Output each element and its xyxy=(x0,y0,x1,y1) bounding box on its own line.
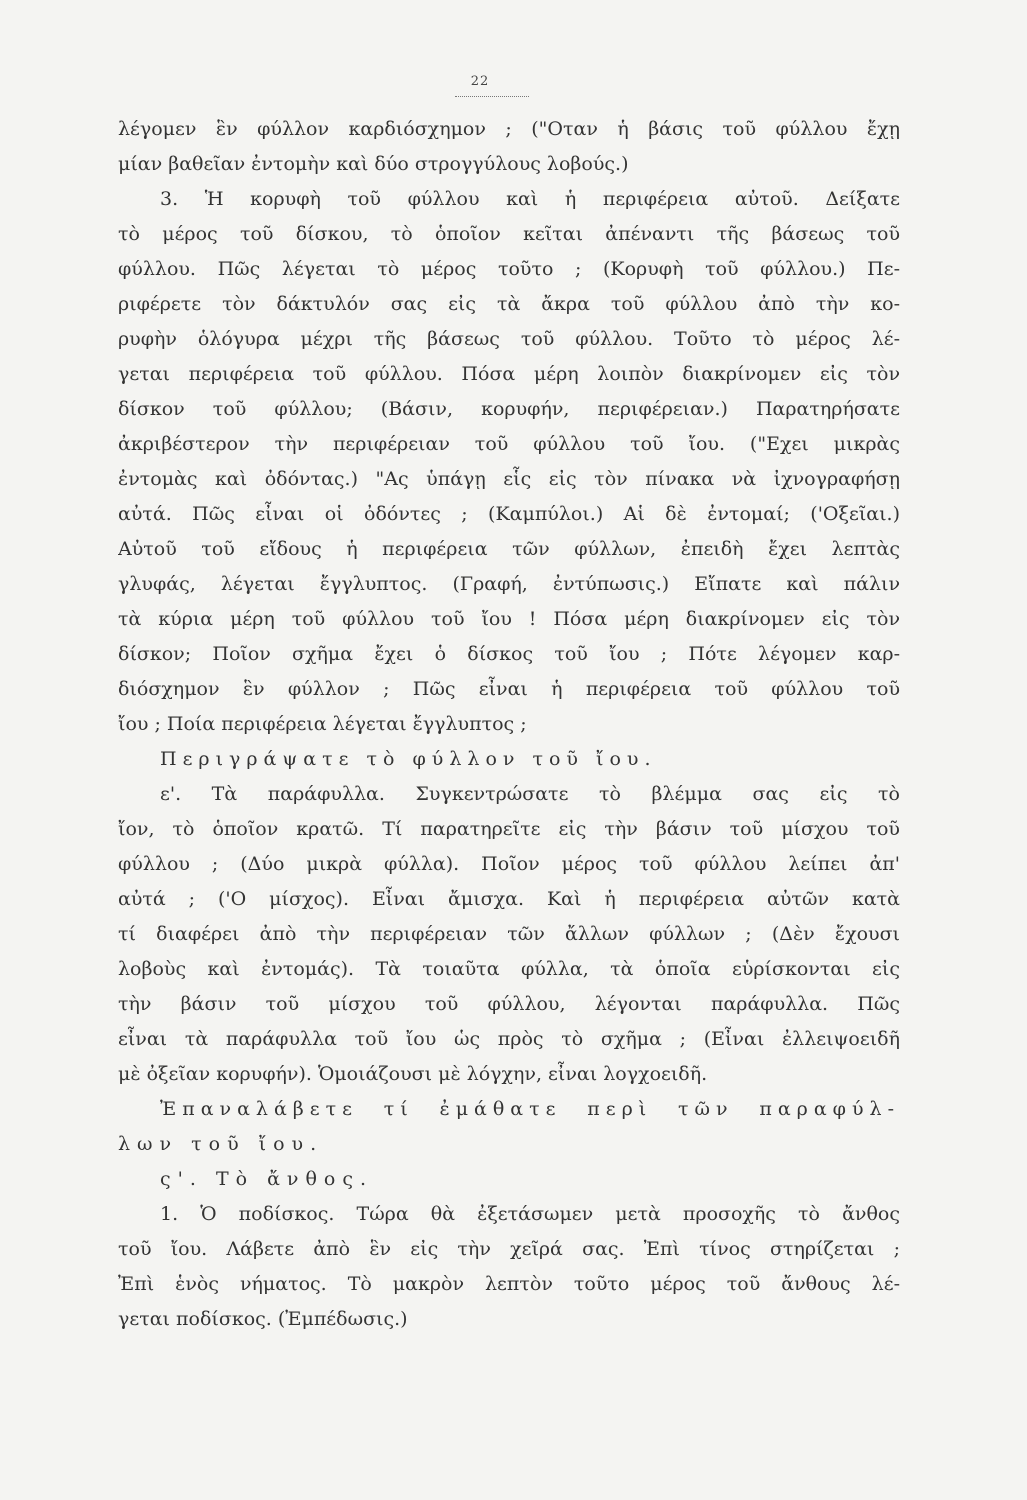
text-line: ἴον, τὸ ὁποῖον κρατῶ. Τί παρατηρεῖτε εἰς τὴν βάσιν τοῦ μίσχου τοῦ xyxy=(118,818,900,840)
text-line: αὐτά. Πῶς εἶναι οἱ ὀδόντες ; (Καμπύλοι.) Αἱ δὲ ἐντομαί; ('Οξεῖαι.) xyxy=(118,503,900,525)
text-line: μίαν βαθεῖαν ἐντομὴν καὶ δύο στρογγύλους λοβούς.) xyxy=(118,153,629,175)
text-line: λέγομεν ἓν φύλλον καρδιόσχημον ; ("Οταν ἡ βάσις τοῦ φύλλου ἔχῃ xyxy=(118,118,900,140)
text-line: Ἐπὶ ἑνὸς νήματος. Τὸ μακρὸν λεπτὸν τοῦτο μέρος τοῦ ἄνθους λέ- xyxy=(118,1273,900,1295)
section-heading-line: 1. Ὁ ποδίσκος. Τώρα θὰ ἐξετάσωμεν μετὰ προσοχῆς τὸ ἄνθος xyxy=(160,1203,900,1225)
text-line: γεται ποδίσκος. (Ἐμπέδωσις.) xyxy=(118,1308,408,1330)
text-line: τί διαφέρει ἀπὸ τὴν περιφέρειαν τῶν ἄλλων φύλλων ; (Δὲν ἔχουσι xyxy=(118,923,900,945)
page-number: 22 xyxy=(470,74,490,89)
text-line: γλυφάς, λέγεται ἔγγλυπτος. (Γραφή, ἐντύπωσις.) Εἴπατε καὶ πάλιν xyxy=(118,573,900,595)
text-line: διόσχημον ἓν φύλλον ; Πῶς εἶναι ἡ περιφέρεια τοῦ φύλλου τοῦ xyxy=(118,678,900,700)
text-line: φύλλου ; (Δύο μικρὰ φύλλα). Ποῖον μέρος τοῦ φύλλου λείπει ἀπ' xyxy=(118,853,900,875)
text-line: τοῦ ἴου. Λάβετε ἀπὸ ἓν εἰς τὴν χεῖρά σας. Ἐπὶ τίνος στηρίζεται ; xyxy=(118,1238,900,1260)
text-line: τὰ κύρια μέρη τοῦ φύλλου τοῦ ἴου ! Πόσα μέρη διακρίνομεν εἰς τὸν xyxy=(118,608,900,630)
text-line: δίσκον; Ποῖον σχῆμα ἔχει ὁ δίσκος τοῦ ἴου ; Πότε λέγομεν καρ- xyxy=(118,643,900,665)
text-line: λοβοὺς καὶ ἐντομάς). Τὰ τοιαῦτα φύλλα, τὰ ὁποῖα εὑρίσκονται εἰς xyxy=(118,958,900,980)
text-line: αὐτά ; ('Ο μίσχος). Εἶναι ἄμισχα. Καὶ ἡ περιφέρεια αὐτῶν κατὰ xyxy=(118,888,900,910)
text-line: γεται περιφέρεια τοῦ φύλλου. Πόσα μέρη λοιπὸν διακρίνομεν εἰς τὸν xyxy=(118,363,900,385)
text-line: μὲ ὀξεῖαν κορυφήν). Ὁμοιάζουσι μὲ λόγχην, εἶναι λογχοειδῆ. xyxy=(118,1063,708,1085)
exercise-line: Περιγράψατε τὸ φύλλον τοῦ ἴου. xyxy=(160,748,657,770)
text-line: δίσκον τοῦ φύλλου; (Βάσιν, κορυφήν, περιφέρειαν.) Παρατηρήσατε xyxy=(118,398,900,420)
text-line: ρυφὴν ὁλόγυρα μέχρι τῆς βάσεως τοῦ φύλλου. Τοῦτο τὸ μέρος λέ- xyxy=(118,328,900,350)
exercise-line: λων τοῦ ἴου. xyxy=(118,1133,324,1155)
text-line: εἶναι τὰ παράφυλλα τοῦ ἴου ὡς πρὸς τὸ σχῆμα ; (Εἶναι ἐλλειψοειδῆ xyxy=(118,1028,900,1050)
text-line: Αὐτοῦ τοῦ εἴδους ἡ περιφέρεια τῶν φύλλων, ἐπειδὴ ἔχει λεπτὰς xyxy=(118,538,900,560)
section-heading-line: ς'. Τὸ ἄνθος. xyxy=(160,1168,374,1190)
text-line: φύλλου. Πῶς λέγεται τὸ μέρος τοῦτο ; (Κορυφὴ τοῦ φύλλου.) Πε- xyxy=(118,258,900,280)
text-line: τὸ μέρος τοῦ δίσκου, τὸ ὁποῖον κεῖται ἀπέναντι τῆς βάσεως τοῦ xyxy=(118,223,900,245)
text-line: ἀκριβέστερον τὴν περιφέρειαν τοῦ φύλλου τοῦ ἴου. ("Εχει μικρὰς xyxy=(118,433,900,455)
text-line: τὴν βάσιν τοῦ μίσχου τοῦ φύλλου, λέγονται παράφυλλα. Πῶς xyxy=(118,993,900,1015)
section-heading-line: 3. Ἡ κορυφὴ τοῦ φύλλου καὶ ἡ περιφέρεια αὐτοῦ. Δείξατε xyxy=(160,188,900,210)
text-line: ἐντομὰς καὶ ὀδόντας.) "Ας ὑπάγῃ εἷς εἰς τὸν πίνακα νὰ ἰχνογραφήσῃ xyxy=(118,468,900,490)
page-number-rule xyxy=(455,96,529,97)
exercise-line: Ἐπαναλάβετε τί ἐμάθατε περὶ τῶν παραφύλ- xyxy=(160,1098,900,1120)
body-text xyxy=(118,112,900,1337)
section-heading-line: ε'. Τὰ παράφυλλα. Συγκεντρώσατε τὸ βλέμμα σας εἰς τὸ xyxy=(160,783,900,805)
text-line: ἴου ; Ποία περιφέρεια λέγεται ἔγγλυπτος ; xyxy=(118,713,527,735)
text-line: ριφέρετε τὸν δάκτυλόν σας εἰς τὰ ἄκρα τοῦ φύλλου ἀπὸ τὴν κο- xyxy=(118,293,900,315)
